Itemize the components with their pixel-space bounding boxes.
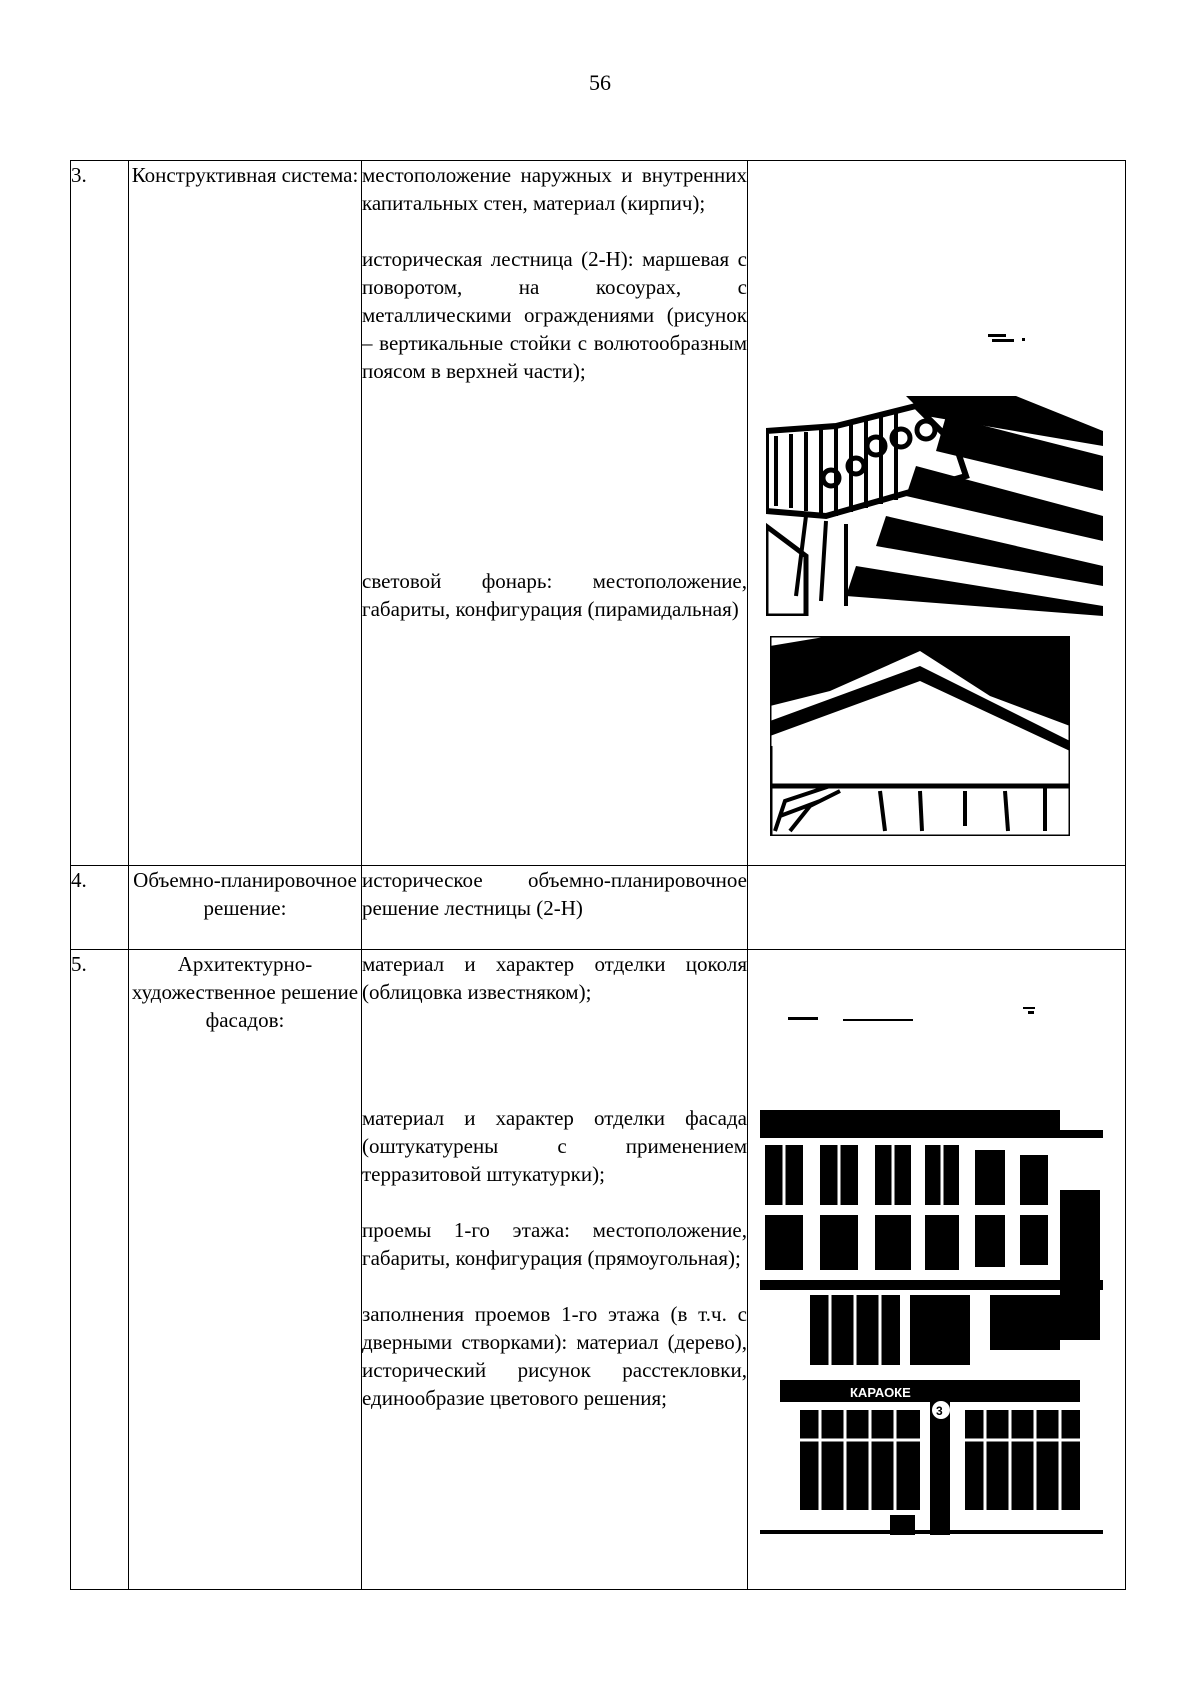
page-number: 56 xyxy=(589,70,611,95)
table-row xyxy=(71,950,1126,1590)
row-description xyxy=(362,950,748,1590)
table-row xyxy=(71,161,1126,866)
row-description xyxy=(362,161,748,866)
table-row xyxy=(71,866,1126,950)
row-number: 3. xyxy=(71,161,129,866)
scan-speck xyxy=(988,331,1038,345)
description-item: местоположение наружных и внутренних капитальных стен, материал (кирпич); xyxy=(362,163,747,215)
signage-karaoke: КАРАОКЕ xyxy=(850,1385,911,1400)
description-item: историческое объемно-планировочное решение лестницы (2-Н) xyxy=(362,868,747,920)
staircase-photo xyxy=(766,396,1103,616)
skylight-photo xyxy=(770,636,1070,836)
protection-items-table xyxy=(70,160,1126,1590)
description-item: историческая лестница (2-Н): маршевая с поворотом, на косоурах, с металлическими ограждениями (рисунок – вертикальные стойки с волютообразным поясом в верхней части); xyxy=(362,247,747,383)
description-item: материал и характер отделки фасада (оштукатурены с применением терразитовой штукатурки); xyxy=(362,1106,747,1186)
row-description xyxy=(362,866,748,950)
row-number: 5. xyxy=(71,950,129,1590)
description-item: проемы 1-го этажа: местоположение, габариты, конфигурация (прямоугольная); xyxy=(362,1218,747,1270)
scan-speck xyxy=(788,1005,1048,1045)
facade-photo xyxy=(760,1110,1103,1550)
description-item: материал и характер отделки цоколя (облицовка известняком); xyxy=(362,952,747,1004)
row-title: Объемно-планировочное решение: xyxy=(129,866,362,950)
row-images xyxy=(748,950,1126,1590)
row-number: 4. xyxy=(71,866,129,950)
description-item: заполнения проемов 1-го этажа (в т.ч. с дверными створками): материал (дерево), исторический рисунок расстекловки, единообразие цветового решения; xyxy=(362,1302,747,1410)
row-images xyxy=(748,161,1126,866)
signage-number: 3 xyxy=(936,1404,943,1418)
row-title: Конструктивная система: xyxy=(129,161,362,866)
row-images xyxy=(748,866,1126,950)
description-item: световой фонарь: местоположение, габариты, конфигурация (пирамидальная) xyxy=(362,569,747,621)
row-title: Архитектурно-художественное решение фасадов: xyxy=(129,950,362,1590)
